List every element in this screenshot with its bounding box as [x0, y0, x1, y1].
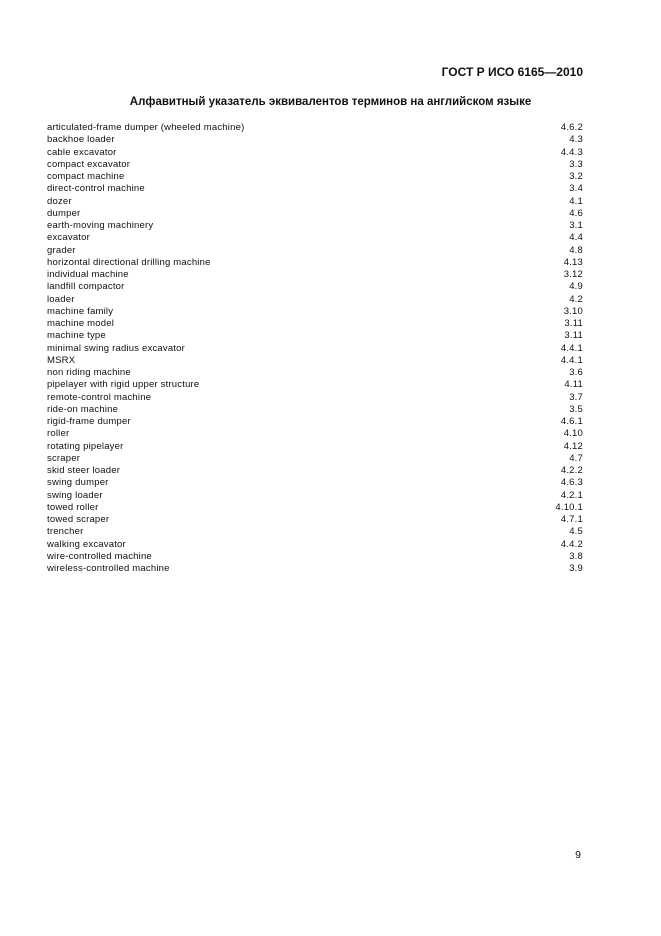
- index-entry: [47, 208, 583, 220]
- term-reference: 4.5: [569, 526, 583, 538]
- term-reference: 4.10: [563, 428, 583, 440]
- index-entry: [47, 477, 583, 489]
- term: non riding machine: [47, 367, 131, 378]
- term-reference: 4.1: [569, 195, 583, 207]
- index-entry: [47, 514, 583, 526]
- term-reference: 3.4: [569, 183, 583, 195]
- term: pipelayer with rigid upper structure: [47, 379, 200, 391]
- term: wire-controlled machine: [47, 550, 152, 562]
- index-entry: [47, 563, 583, 575]
- term-reference: 4.2.1: [560, 489, 583, 501]
- index-entry: [47, 183, 583, 195]
- document-header: ГОСТ Р ИСО 6165—2010: [441, 65, 583, 79]
- term: machine type: [47, 330, 106, 342]
- term: wireless-controlled machine: [47, 563, 170, 574]
- term-reference: 4.13: [563, 256, 583, 268]
- index-entry: [47, 367, 583, 379]
- term-reference: 3.8: [569, 550, 583, 562]
- term: machine family: [47, 305, 114, 317]
- term-reference: 4.4: [569, 232, 583, 244]
- term: cable excavator: [47, 146, 117, 158]
- term-reference: 3.11: [564, 330, 583, 342]
- index-entry: [47, 416, 583, 428]
- term-reference: 3.11: [564, 318, 583, 329]
- term: rotating pipelayer: [47, 440, 124, 452]
- term: machine model: [47, 318, 115, 329]
- term: articulated-frame dumper (wheeled machine): [47, 122, 245, 133]
- index-entry: [47, 330, 583, 342]
- term-reference: 3.10: [563, 305, 583, 317]
- term-reference: 4.4.3: [560, 146, 583, 158]
- term-reference: 3.1: [569, 220, 583, 231]
- term: swing loader: [47, 489, 103, 501]
- term-reference: 4.6.3: [560, 477, 583, 489]
- term-reference: 4.6: [569, 207, 583, 219]
- term: compact excavator: [47, 158, 131, 170]
- term-reference: 4.7.1: [560, 514, 583, 525]
- index-entry: [47, 220, 583, 232]
- term: excavator: [47, 232, 90, 244]
- index-entry: [47, 281, 583, 293]
- term: dumper: [47, 207, 81, 219]
- term-reference: 3.6: [569, 367, 583, 378]
- term-reference: 4.9: [569, 281, 583, 293]
- index-entry: [47, 318, 583, 330]
- index-entry: [47, 404, 583, 416]
- index-entry: [47, 502, 583, 514]
- term-reference: 4.6.1: [560, 416, 583, 427]
- term-reference: 4.4.2: [560, 538, 583, 550]
- term: towed scraper: [47, 514, 110, 525]
- index-entry: [47, 196, 583, 208]
- term: trencher: [47, 526, 84, 538]
- index-entry: [47, 343, 583, 355]
- term-reference: 3.5: [569, 403, 583, 415]
- index-entry: [47, 355, 583, 367]
- index-entry: [47, 392, 583, 404]
- term: backhoe loader: [47, 134, 115, 146]
- term: MSRX: [47, 354, 76, 366]
- term: walking excavator: [47, 538, 126, 550]
- term-reference: 4.4.1: [560, 342, 583, 354]
- term-reference: 4.3: [569, 134, 583, 146]
- term: direct-control machine: [47, 183, 145, 195]
- term: remote-control machine: [47, 391, 152, 403]
- term: loader: [47, 293, 75, 305]
- index-entry: [47, 465, 583, 477]
- page-number: 9: [575, 849, 581, 861]
- index-entry: [47, 306, 583, 318]
- index-entry: [47, 232, 583, 244]
- term: scraper: [47, 452, 81, 464]
- term-reference: 4.2: [569, 293, 583, 305]
- index-entry: [47, 159, 583, 171]
- index-entry: [47, 269, 583, 281]
- index-entry: [47, 122, 583, 134]
- index-entry: [47, 294, 583, 306]
- term-reference: 3.2: [569, 171, 583, 182]
- term-reference: 4.10.1: [555, 501, 583, 513]
- term-reference: 3.3: [569, 158, 583, 170]
- term: individual machine: [47, 269, 129, 280]
- index-entry: [47, 428, 583, 440]
- term: ride-on machine: [47, 403, 119, 415]
- index-entry: [47, 453, 583, 465]
- index-entry: [47, 134, 583, 146]
- term-reference: 4.2.2: [560, 465, 583, 476]
- index-entry: [47, 526, 583, 538]
- index-entry: [47, 171, 583, 183]
- term-reference: 3.7: [569, 391, 583, 403]
- term-reference: 4.7: [569, 452, 583, 464]
- term: skid steer loader: [47, 465, 121, 476]
- term-reference: 4.12: [563, 440, 583, 452]
- term-reference: 3.12: [563, 269, 583, 280]
- index-entry: [47, 441, 583, 453]
- term-reference: 4.6.2: [560, 122, 583, 133]
- term: minimal swing radius excavator: [47, 342, 185, 354]
- term-reference: 4.11: [564, 379, 583, 391]
- term: compact machine: [47, 171, 125, 182]
- term: swing dumper: [47, 477, 109, 489]
- term: landfill compactor: [47, 281, 125, 293]
- term-reference: 4.4.1: [560, 354, 583, 366]
- index-entry: [47, 245, 583, 257]
- term-reference: 4.8: [569, 244, 583, 256]
- term: rigid-frame dumper: [47, 416, 131, 427]
- term: grader: [47, 244, 76, 256]
- term-index-list: [47, 122, 583, 575]
- index-entry: [47, 257, 583, 269]
- index-entry: [47, 490, 583, 502]
- section-title: Алфавитный указатель эквивалентов терминов на английском языке: [129, 96, 532, 108]
- term: dozer: [47, 195, 72, 207]
- index-entry: [47, 551, 583, 563]
- term: earth-moving machinery: [47, 220, 154, 231]
- term: towed roller: [47, 501, 99, 513]
- index-entry: [47, 147, 583, 159]
- term: horizontal directional drilling machine: [47, 256, 211, 268]
- term: roller: [47, 428, 70, 440]
- index-entry: [47, 539, 583, 551]
- index-entry: [47, 379, 583, 391]
- term-reference: 3.9: [569, 563, 583, 574]
